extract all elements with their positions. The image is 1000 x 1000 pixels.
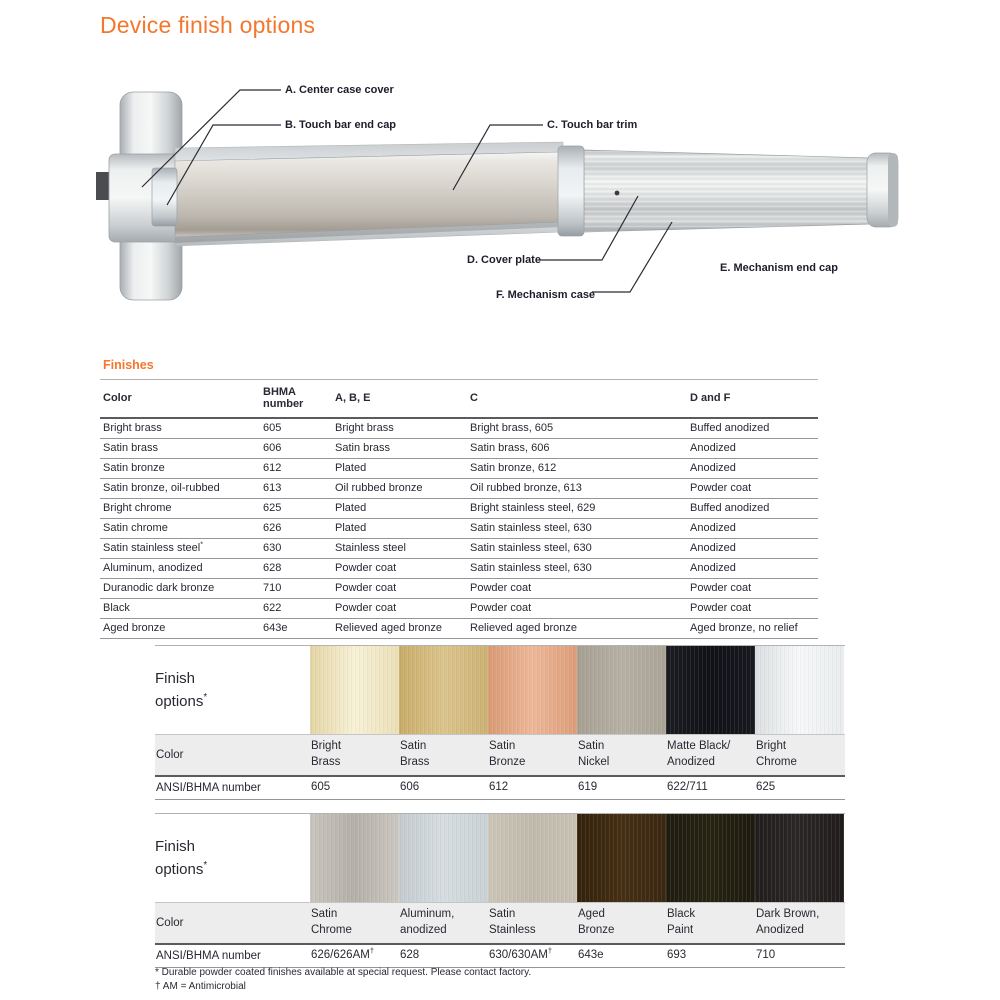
table-cell: Anodized [687,439,818,459]
table-cell: Powder coat [687,479,818,499]
swatch-texture [399,814,488,902]
callout-label-mechanism-case: F. Mechanism case [496,289,596,301]
table-cell: 625 [260,499,332,519]
color-row-label: Color [156,749,184,761]
color-row [155,734,845,775]
swatch-texture [488,814,577,902]
table-cell: Aged bronze [100,619,260,639]
table-cell: Satin bronze, oil-rubbed [100,479,260,499]
finish-swatch-matte-black-anodized [666,646,755,734]
table-cell: Oil rubbed bronze, 613 [467,479,687,499]
table-cell: Powder coat [687,579,818,599]
color-name-satin-stainless: Satin Stainless [489,908,536,936]
ansi-row-label: ANSI/BHMA number [156,950,261,962]
table-cell: Bright brass [332,418,467,439]
swatch-texture [310,646,399,734]
color-name-bright-brass: Bright Brass [311,740,342,768]
table-cell: Powder coat [467,579,687,599]
finish-options-label [155,646,310,734]
finish-options-label-line: options* [155,860,208,879]
table-cell: Satin brass [332,439,467,459]
callout-label-touch-bar-end-cap: B. Touch bar end cap [285,119,397,131]
color-row-label: Color [156,917,184,929]
swatch-texture [399,646,488,734]
finish-swatch-satin-brass [399,646,488,734]
finish-swatch-aged-bronze [577,814,666,902]
table-row [100,479,818,499]
ansi-number-satin-stainless: 630/630AM† [489,946,552,962]
color-name-satin-brass: Satin Brass [400,740,430,768]
table-cell: Powder coat [332,599,467,619]
table-cell: Anodized [687,539,818,559]
table-cell: Satin chrome [100,519,260,539]
cover-plate [558,146,584,236]
swatch-row [155,813,845,902]
table-cell: 710 [260,579,332,599]
table-cell: 605 [260,418,332,439]
table-cell: Buffed anodized [687,418,818,439]
table-cell: Powder coat [332,559,467,579]
table-cell: Satin stainless steel* [100,539,260,559]
exit-device-illustration [95,58,915,318]
table-row [100,499,818,519]
finish-swatch-satin-bronze [488,646,577,734]
table-cell: Plated [332,499,467,519]
finishes-table [100,379,818,639]
color-name-satin-nickel: Satin Nickel [578,740,610,768]
finish-swatch-aluminum-anodized [399,814,488,902]
finishes-header-row [100,380,818,419]
ansi-number-dark-brown-anodized: 710 [756,949,776,962]
swatch-texture [755,814,844,902]
finish-options-table-1 [155,645,845,800]
table-cell: Aluminum, anodized [100,559,260,579]
table-row [100,539,818,559]
table-cell: Anodized [687,459,818,479]
table-cell: Relieved aged bronze [467,619,687,639]
finish-options-label-line: Finish [155,670,196,687]
color-name-satin-chrome: Satin Chrome [311,908,352,936]
table-cell: 643e [260,619,332,639]
table-cell: Black [100,599,260,619]
swatch-row [155,645,845,734]
finish-swatch-bright-chrome [755,646,844,734]
table-cell: Anodized [687,519,818,539]
table-cell: Satin stainless steel, 630 [467,519,687,539]
ansi-number-aluminum-anodized: 628 [400,949,420,962]
color-name-aluminum-anodized: Aluminum, anodized [400,908,455,936]
table-row [100,459,818,479]
mechanism-end-cap [867,153,898,227]
color-name-black-paint: Black Paint [667,908,696,936]
finish-swatch-bright-brass [310,646,399,734]
table-cell: Oil rubbed bronze [332,479,467,499]
ansi-number-matte-black-anodized: 622/711 [667,781,708,794]
finish-options-table-2 [155,813,845,968]
ansi-number-satin-chrome: 626/626AM† [311,946,374,962]
ansi-row-label: ANSI/BHMA number [156,782,261,794]
table-cell: Satin stainless steel, 630 [467,539,687,559]
color-name-satin-bronze: Satin Bronze [489,740,526,768]
swatch-texture [666,814,755,902]
finish-swatch-satin-stainless [488,814,577,902]
footnote-antimicrobial: † AM = Antimicrobial [155,981,246,992]
ansi-number-satin-bronze: 612 [489,781,509,794]
ansi-number-satin-brass: 606 [400,781,420,794]
table-cell: Satin bronze [100,459,260,479]
table-cell: 622 [260,599,332,619]
swatch-texture [755,646,844,734]
finish-swatch-satin-nickel [577,646,666,734]
table-row [100,619,818,639]
color-name-aged-bronze: Aged Bronze [578,908,615,936]
table-cell: Anodized [687,559,818,579]
table-cell: 626 [260,519,332,539]
table-cell: Satin brass, 606 [467,439,687,459]
table-cell: Duranodic dark bronze [100,579,260,599]
table-cell: 606 [260,439,332,459]
ansi-number-black-paint: 693 [667,949,687,962]
table-cell: 628 [260,559,332,579]
callout-label-mechanism-end-cap: E. Mechanism end cap [720,262,838,274]
callout-label-cover-plate: D. Cover plate [467,254,541,266]
finish-options-label [155,814,310,902]
ansi-number-aged-bronze: 643e [578,949,604,962]
table-cell: Relieved aged bronze [332,619,467,639]
column-header-bhma-number: BHMA number [260,380,332,419]
table-cell: Powder coat [332,579,467,599]
color-name-bright-chrome: Bright Chrome [756,740,797,768]
table-row [100,559,818,579]
swatch-texture [577,646,666,734]
swatch-texture [666,646,755,734]
table-row [100,439,818,459]
table-row [100,579,818,599]
table-cell: Plated [332,459,467,479]
screw [615,191,620,196]
table-cell: Bright brass [100,418,260,439]
table-cell: Bright stainless steel, 629 [467,499,687,519]
table-cell: Powder coat [467,599,687,619]
table-row [100,418,818,439]
table-cell: Satin bronze, 612 [467,459,687,479]
finish-options-label-line: options* [155,692,208,711]
table-row [100,599,818,619]
finishes-section [100,358,820,639]
finish-swatch-black-paint [666,814,755,902]
ansi-number-bright-chrome: 625 [756,781,776,794]
color-name-dark-brown-anodized: Dark Brown, Anodized [756,908,820,936]
color-name-matte-black-anodized: Matte Black/ Anodized [667,740,731,768]
page-title: Device finish options [100,12,316,38]
table-cell: Satin brass [100,439,260,459]
column-header-c: C [467,380,687,419]
table-cell: Stainless steel [332,539,467,559]
callout-label-center-case-cover: A. Center case cover [285,84,394,96]
table-cell: Powder coat [687,599,818,619]
column-header-d-and-f: D and F [687,380,818,419]
touch-bar-end-cap [152,168,177,226]
table-cell: 612 [260,459,332,479]
table-cell: Bright chrome [100,499,260,519]
ansi-row [155,775,845,800]
finish-swatch-dark-brown-anodized [755,814,844,902]
table-cell: Buffed anodized [687,499,818,519]
finish-swatch-satin-chrome [310,814,399,902]
table-cell: Plated [332,519,467,539]
column-header-a-b-e: A, B, E [332,380,467,419]
device-diagram [95,58,915,318]
callout-label-touch-bar-trim: C. Touch bar trim [547,119,638,131]
table-cell: Aged bronze, no relief [687,619,818,639]
table-cell: Satin stainless steel, 630 [467,559,687,579]
color-row [155,902,845,943]
footnotes [155,966,531,994]
footnote-powder-coat: * Durable powder coated finishes available at special request. Please contact factory. [155,967,532,978]
ansi-number-bright-brass: 605 [311,781,331,794]
finishes-heading: Finishes [103,358,154,372]
column-header-color: Color [100,380,260,419]
table-cell: 630 [260,539,332,559]
swatch-texture [488,646,577,734]
ansi-row [155,943,845,968]
finishes-table-body [100,418,818,639]
touch-bar [175,152,561,237]
finish-options-label-line: Finish [155,838,196,855]
table-row [100,519,818,539]
table-cell: 613 [260,479,332,499]
table-cell: Bright brass, 605 [467,418,687,439]
ansi-number-satin-nickel: 619 [578,781,598,794]
swatch-texture [577,814,666,902]
swatch-texture [310,814,399,902]
